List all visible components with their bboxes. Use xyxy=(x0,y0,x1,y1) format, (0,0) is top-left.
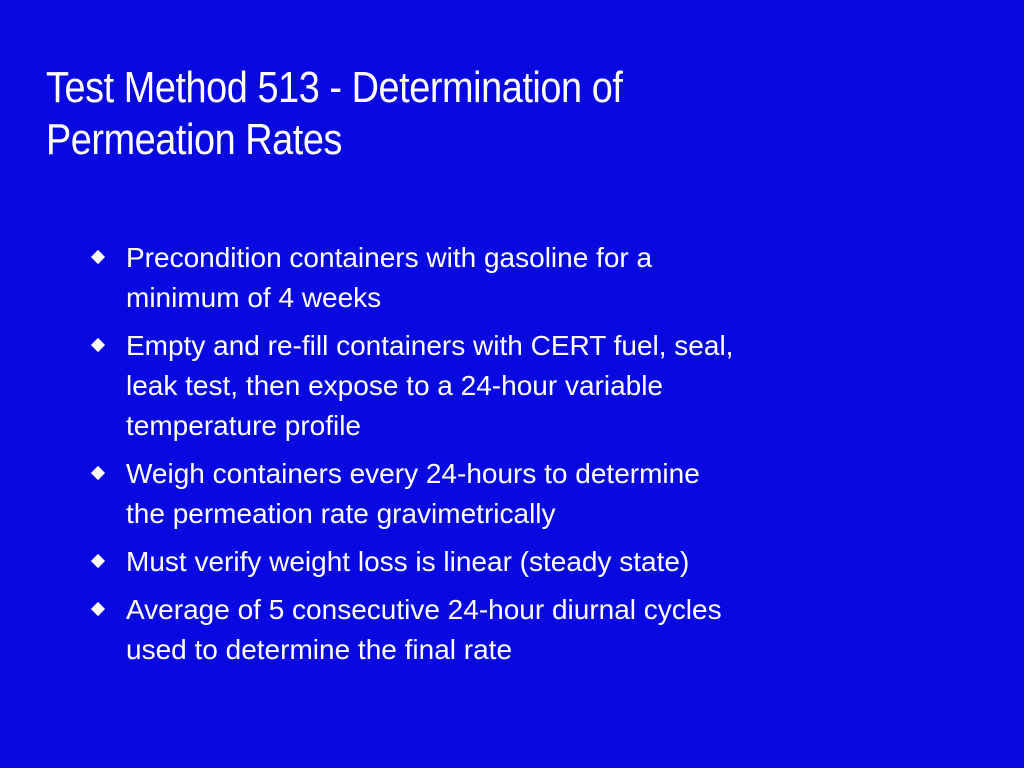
diamond-icon xyxy=(91,338,105,352)
bullet-list xyxy=(88,238,888,678)
bullet-text: Average of 5 consecutive 24-hour diurnal cycles xyxy=(126,594,722,625)
bullet-text: Must verify weight loss is linear (steady state) xyxy=(126,546,690,577)
diamond-icon xyxy=(91,554,105,568)
bullet-item xyxy=(88,590,888,670)
bullet-text: Precondition containers with gasoline for a xyxy=(126,242,653,273)
bullet-text: temperature profile xyxy=(126,410,362,441)
bullet-text: leak test, then expose to a 24-hour variable xyxy=(126,370,664,401)
diamond-icon xyxy=(91,466,105,480)
bullet-text: the permeation rate gravimetrically xyxy=(126,498,556,529)
slide-title-line-2: Permeation Rates xyxy=(46,115,342,164)
slide-title-line-1: Test Method 513 - Determination of xyxy=(46,63,623,112)
bullet-item xyxy=(88,326,888,446)
bullet-text: used to determine the final rate xyxy=(126,634,513,665)
diamond-icon xyxy=(91,602,105,616)
diamond-icon xyxy=(91,250,105,264)
bullet-item xyxy=(88,542,888,582)
bullet-text: Empty and re-fill containers with CERT fuel, seal, xyxy=(126,330,734,361)
bullet-text: Weigh containers every 24-hours to determine xyxy=(126,458,700,489)
bullet-item xyxy=(88,454,888,534)
slide-title xyxy=(46,62,820,166)
bullet-text: minimum of 4 weeks xyxy=(126,282,382,313)
bullet-item xyxy=(88,238,888,318)
